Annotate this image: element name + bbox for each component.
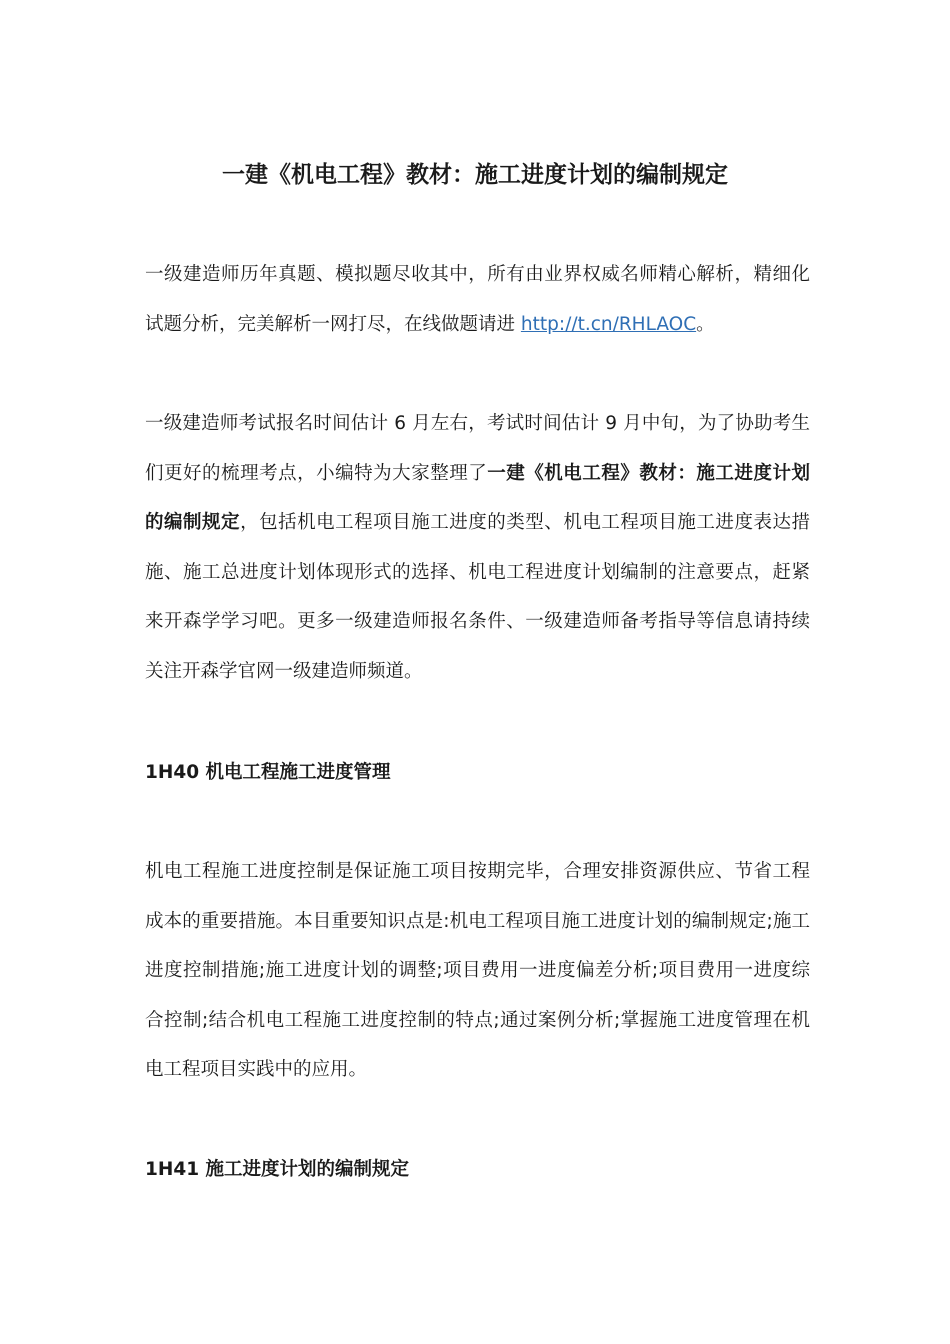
- intro-end: 。: [696, 313, 715, 335]
- intro-text: 一级建造师历年真题、模拟题尽收其中，所有由业界权威名师精心解析，精细化试题分析，完美解析一网打尽，在线做题请进: [145, 264, 810, 335]
- exam-info-rest: ，包括机电工程项目施工进度的类型、机电工程项目施工进度表达措施、施工总进度计划体现形式的选择、机电工程进度计划编制的注意要点，赶紧来开森学学习吧。更多一级建造师报名条件、一级建造师备考指导等信息请持续关注开森学官网一级建造师频道。: [145, 512, 810, 682]
- document-title: 一建《机电工程》教材：施工进度计划的编制规定: [222, 162, 728, 188]
- exam-info-paragraph: [145, 399, 810, 697]
- practice-link[interactable]: http://t.cn/RHLAOC: [520, 313, 697, 335]
- exam-info-bold-title: 一建《机电工程》教材：施工进度计划的编制规定: [145, 462, 810, 534]
- section-heading-1h41: 1H41 施工进度计划的编制规定: [145, 1159, 410, 1180]
- exam-info-text: 一级建造师考试报名时间估计 6 月左右，考试时间估计 9 月中旬，为了协助考生们更好的梳理考点，小编特为大家整理了: [145, 413, 810, 484]
- schedule-control-paragraph: 机电工程施工进度控制是保证施工项目按期完毕，合理安排资源供应、节省工程成本的重要措施。本目重要知识点是:机电工程项目施工进度计划的编制规定;施工进度控制措施;施工进度计划的调整;项目费用一进度偏差分析;项目费用一进度综合控制;结合机电工程施工进度控制的特点;通过案例分析;掌握施工进度管理在机电工程项目实践中的应用。: [145, 861, 810, 1081]
- intro-paragraph: [145, 250, 810, 349]
- section-heading-1h40: 1H40 机电工程施工进度管理: [145, 762, 391, 783]
